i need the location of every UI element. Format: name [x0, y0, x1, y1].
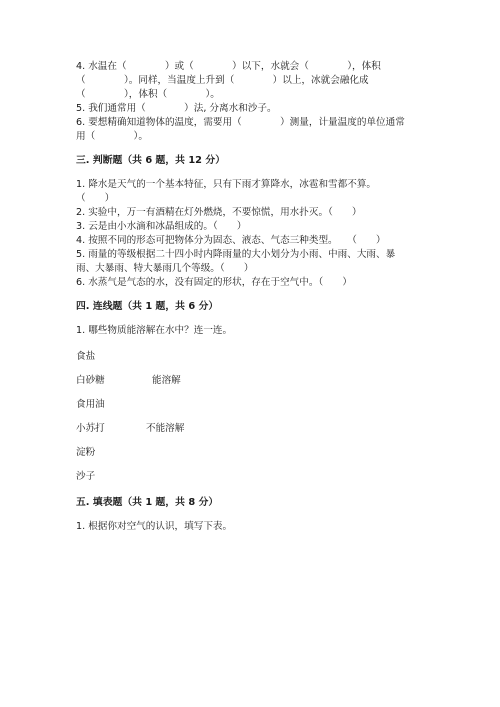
option-not-dissolve: 不能溶解: [146, 423, 185, 434]
judge-2: 2. 实验中，万一有酒精在灯外燃烧，不要惊慌，用水扑灭。（ ）: [76, 207, 362, 218]
option-dissolve: 能溶解: [152, 375, 181, 386]
item-starch: 淀粉: [76, 447, 96, 458]
question-6-line-2: 用（ ）。: [76, 131, 148, 142]
judge-4: 4. 按照不同的形态可把物体分为固态、液态、气态三种类型。 （ ）: [76, 235, 386, 246]
table-question: 1. 根据你对空气的认识，填写下表。: [76, 521, 233, 532]
question-6-line-1: 6. 要想精确知道物体的温度，需要用（ ）测量，计量温度的单位通常: [76, 117, 405, 128]
section-4-title: 四. 连线题（共 1 题，共 6 分）: [76, 301, 219, 312]
item-oil: 食用油: [76, 399, 105, 410]
judge-5-line-1: 5. 雨量的等级根据二十四小时内降雨量的大小划分为小雨、中雨、大雨、暴: [76, 249, 396, 260]
judge-1-line-2: （ ）: [76, 193, 115, 204]
judge-1-line-1: 1. 降水是天气的一个基本特征，只有下雨才算降水，冰雹和雪都不算。: [76, 179, 377, 190]
judge-5-line-2: 雨、大暴雨、特大暴雨几个等级。（ ）: [76, 263, 254, 274]
section-3-title: 三. 判断题（共 6 题，共 12 分）: [76, 155, 225, 166]
item-sugar: 白砂糖: [76, 375, 105, 386]
question-4-line-1: 4. 水温在（ ）或（ ）以下，水就会（ ），体积: [76, 61, 381, 72]
item-salt: 食盐: [76, 351, 96, 362]
judge-6: 6. 水蒸气是气态的水，没有固定的形状，存在于空气中。（ ）: [76, 277, 353, 288]
question-4-line-2: （ ）。同样，当温度上升到（ ）以上，冰就会融化成: [76, 75, 369, 86]
question-4-line-3: （ ），体积（ ）。: [76, 89, 220, 100]
item-sand: 沙子: [76, 471, 96, 482]
item-soda: 小苏打: [76, 423, 105, 434]
question-5: 5. 我们通常用（ ）法, 分离水和沙子。: [76, 103, 277, 114]
section-5-title: 五. 填表题（共 1 题，共 8 分）: [76, 497, 219, 508]
judge-3: 3. 云是由小水滴和冰晶组成的。（ ）: [76, 221, 247, 232]
connect-question: 1. 哪些物质能溶解在水中？连一连。: [76, 325, 233, 336]
